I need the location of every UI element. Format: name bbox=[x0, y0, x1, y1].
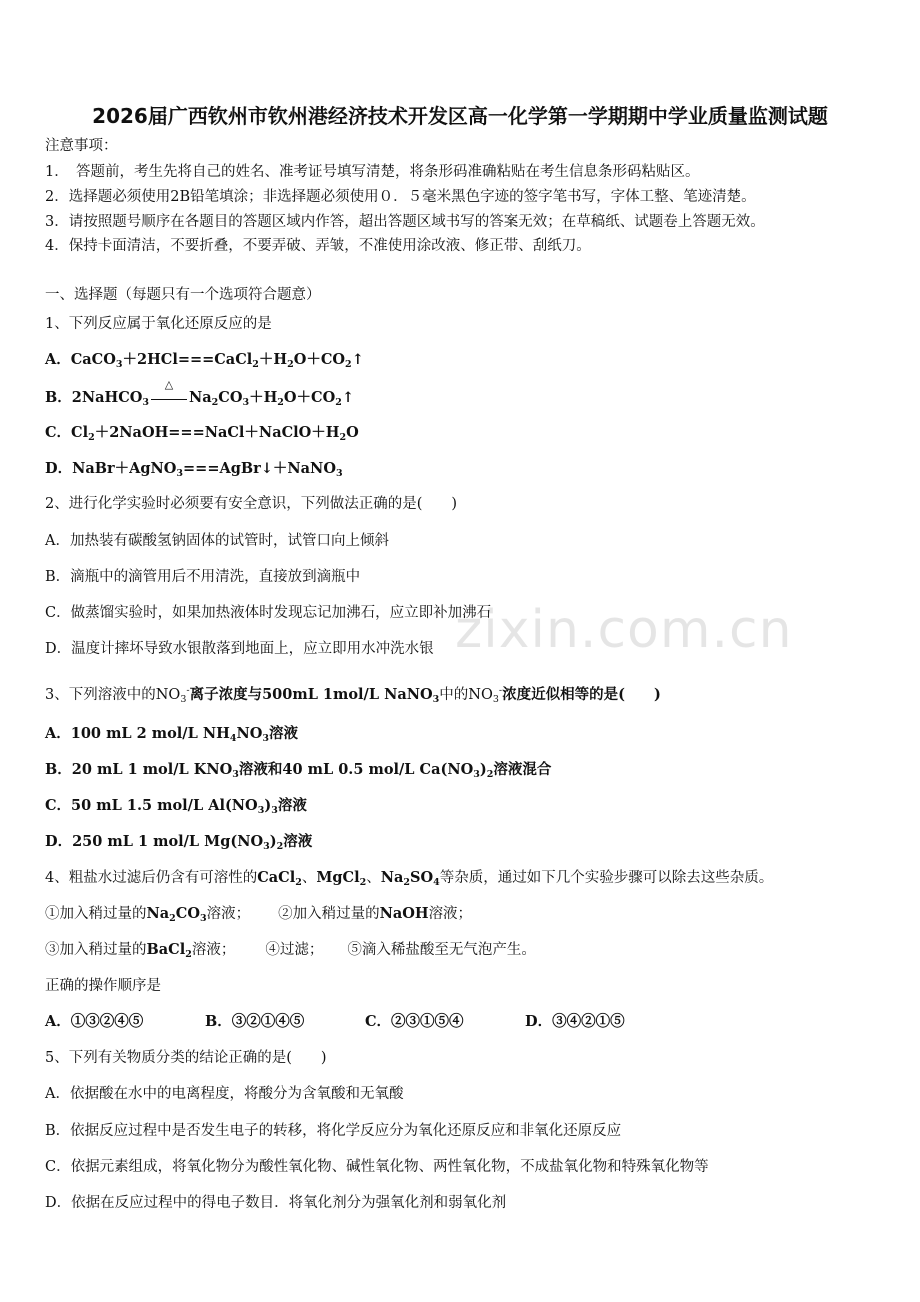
notice-item-4: 4．保持卡面清洁，不要折叠，不要弄破、弄皱，不准使用涂改液、修正带、刮纸刀。 bbox=[45, 238, 591, 254]
q4-option-c: C．②③①⑤④ bbox=[365, 1013, 464, 1030]
q1-option-c: C．$Cl_2+2NaOH===NaCl+NaClO+H_2O$ bbox=[45, 424, 359, 443]
q2-option-a: A．加热装有碳酸氢钠固体的试管时，试管口向上倾斜 bbox=[45, 533, 389, 549]
q4-step-4: ④过滤； bbox=[265, 942, 324, 958]
q4-options bbox=[45, 1012, 625, 1032]
q2-stem: 2、进行化学实验时必须要有安全意识，下列做法正确的是( ) bbox=[45, 496, 458, 512]
q4-stem: 4、粗盐水过滤后仍含有可溶性的CaCl$_2$、MgCl$_2$、$Na_2SO_4$等杂质，通过如下几个实验步骤可以除去这些杂质。 bbox=[45, 869, 774, 888]
q3-option-a: A．100 mL 2 mol/L $NH_4NO_3$溶液 bbox=[45, 725, 298, 744]
watermark: zixin.com.cn bbox=[455, 600, 793, 660]
q4-steps-row-1 bbox=[45, 904, 472, 929]
section-heading: 一、选择题（每题只有一个选项符合题意） bbox=[45, 287, 321, 303]
q5-stem: 5、下列有关物质分类的结论正确的是( ) bbox=[45, 1050, 327, 1066]
q1-stem: 1、下列反应属于氧化还原反应的是 bbox=[45, 316, 272, 332]
q4-steps-row-2 bbox=[45, 940, 536, 965]
q4-order-label: 正确的操作顺序是 bbox=[45, 978, 161, 994]
q3-stem: 3、下列溶液中的$NO_3^-$离子浓度与500mL 1mol/L NaNO$_3$中的$NO_3^-$浓度近似相等的是( ) bbox=[45, 685, 661, 705]
notice-item-1: 1． 答题前，考生先将自己的姓名、准考证号填写清楚，将条形码准确粘贴在考生信息条形码粘贴区。 bbox=[45, 164, 700, 180]
q5-option-b: B．依据反应过程中是否发生电子的转移，将化学反应分为氧化还原反应和非氧化还原反应 bbox=[45, 1123, 622, 1139]
q5-option-c: C．依据元素组成，将氧化物分为酸性氧化物、碱性氧化物、两性氧化物，不成盐氧化物和特殊氧化物等 bbox=[45, 1159, 709, 1175]
notice-heading: 注意事项： bbox=[45, 138, 118, 154]
q4-step-3: ③加入稍过量的BaCl$_2$溶液； bbox=[45, 941, 236, 960]
q4-step-5: ⑤滴入稀盐酸至无气泡产生。 bbox=[347, 942, 536, 958]
q2-option-c: C．做蒸馏实验时，如果加热液体时发现忘记加沸石，应立即补加沸石 bbox=[45, 605, 492, 621]
notice-item-2: 2．选择题必须使用2B铅笔填涂；非选择题必须使用０．５毫米黑色字迹的签字笔书写，字体工整、笔迹清楚。 bbox=[45, 189, 756, 205]
q4-option-b: B．③②①④⑤ bbox=[205, 1013, 305, 1030]
q3-option-b: B．20 mL 1 mol/L $KNO_3$溶液和40 mL 0.5 mol/L $Ca(NO_3)_2$溶液混合 bbox=[45, 761, 552, 780]
page-title: 2026届广西钦州市钦州港经济技术开发区高一化学第一学期期中学业质量监测试题 bbox=[92, 104, 828, 128]
q4-option-a: A．①③②④⑤ bbox=[45, 1013, 144, 1030]
q4-step-1: ①加入稍过量的$Na_2CO_3$溶液； bbox=[45, 905, 251, 924]
q1-option-a: A．$CaCO_3+2HCl===CaCl_2+H_2O+CO_2↑$ bbox=[45, 351, 364, 370]
heat-condition bbox=[149, 378, 189, 408]
q3-option-d: D．250 mL 1 mol/L $Mg(NO_3)_2$溶液 bbox=[45, 833, 313, 852]
q2-option-b: B．滴瓶中的滴管用后不用清洗，直接放到滴瓶中 bbox=[45, 569, 361, 585]
q3-option-c: C．50 mL 1.5 mol/L $Al(NO_3)_3$溶液 bbox=[45, 797, 307, 816]
q4-step-2: ②加入稍过量的NaOH溶液； bbox=[278, 905, 473, 922]
q5-option-a: A．依据酸在水中的电离程度，将酸分为含氧酸和无氧酸 bbox=[45, 1086, 404, 1102]
q1-option-d: D．NaBr＋AgNO$_3$===AgBr↓＋NaNO$_3$ bbox=[45, 460, 343, 479]
q1-option-b: B．2NaHCO$_3$ △ $Na_2CO_3+H_2O+CO_2↑$ bbox=[45, 387, 354, 413]
notice-item-3: 3．请按照题号顺序在各题目的答题区域内作答，超出答题区域书写的答案无效；在草稿纸、试题卷上答题无效。 bbox=[45, 214, 765, 230]
heat-triangle-icon: △ bbox=[164, 378, 174, 391]
q4-option-d: D．③④②①⑤ bbox=[525, 1013, 625, 1030]
q2-option-d: D．温度计摔坏导致水银散落到地面上，应立即用水冲洗水银 bbox=[45, 641, 434, 657]
q5-option-d: D．依据在反应过程中的得电子数目．将氧化剂分为强氧化剂和弱氧化剂 bbox=[45, 1195, 507, 1211]
